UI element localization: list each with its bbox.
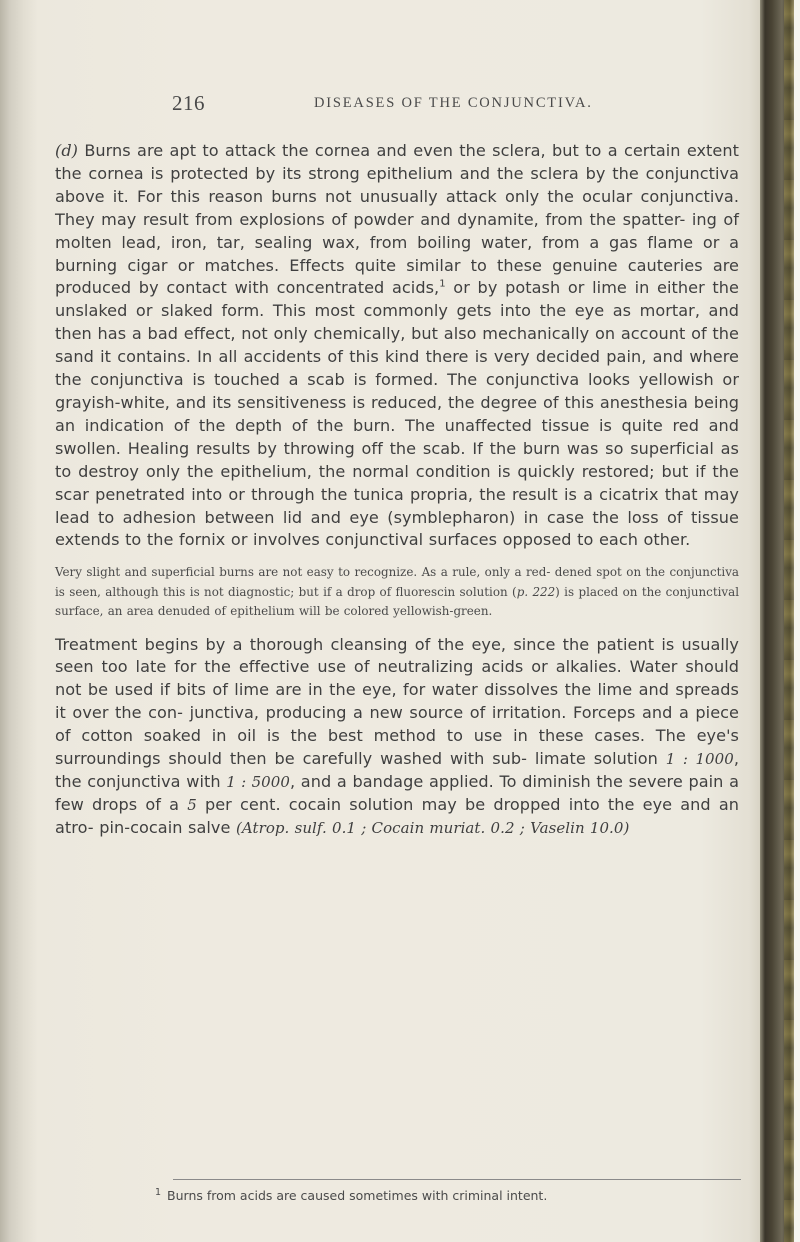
treatment-text-part-d: per cent. cocain solution may be dropped into the eye and an atro- pin-cocain salve: [55, 794, 739, 837]
footnote-text: Burns from acids are caused sometimes with criminal intent.: [167, 1188, 548, 1204]
burns-text-part-b: or by potash or lime in either the unslaked or slaked form. This most commonly gets into the eye as mortar, and then has a bad effect, not only chemically, but also mechanically on account of the sand it contains. In all accidents of this kind there is very decided pain, and where the conjunctiva is touched a scab is formed. The conjunctiva looks yellowish or grayish-white, and its sensitiveness is reduced, the degree of this anesthesia being an indication of the depth of the burn. The unaffected tissue is quite red and swollen. Healing results by throwing off the scab. If the burn was so superficial as to destroy only the epithelium, the normal condition is quickly restored; but if the scar penetrated into or through the tunica propria, the result is a cicatrix that may lead to adhesion between lid and eye (symblepharon) in case the loss of tissue extends to the fornix or involves conjunctival surfaces opposed to each other.: [55, 278, 739, 550]
section-label: (d): [55, 141, 79, 160]
burns-text-part-a: are apt to attack the cornea and even the sclera, but to a certain extent the cornea is protected by its strong epithelium and the sclera by the conjunctiva above it. For this reason burns not unusually attack only the ocular conjunctiva. They may result from explosions of powder and dynamite, from the spatter- ing of molten lead, iron, tar, sealing wax, from boiling water, from a gas flame or a burning cigar or matches. Effects quite similar to these genuine cauteries are produced by contact with concentrated acids,: [55, 141, 739, 298]
note-text-part-b: ) is placed on the conjunctival surface, an area denuded of epithelium will be colored yellowish-green.: [55, 584, 740, 619]
body-text: [55, 140, 739, 840]
treatment-paragraph: [55, 634, 739, 840]
treatment-text-part-c: , and a bandage applied. To diminish the severe pain a few drops of a: [55, 771, 739, 814]
footnote-reference: 1: [439, 279, 446, 291]
note-text-part-a: Very slight and superficial burns are not easy to recognize. As a rule, only a red- dened spot on the conjunctiva is seen, although this is not diagnostic; but if a drop of fluorescin solution (: [55, 565, 739, 599]
running-title: DISEASES OF THE CONJUNCTIVA.: [314, 95, 593, 111]
cocain-percent: 5: [187, 795, 197, 814]
treatment-heading: Treatment: [55, 634, 138, 654]
book-spine-edge: [794, 0, 800, 1242]
sublimate-ratio: 1 : 1000: [665, 750, 734, 769]
note-page-reference: p. 222: [516, 584, 556, 599]
footnote: [155, 1187, 715, 1203]
conjunctiva-ratio: 1 : 5000: [226, 772, 290, 791]
salve-formula: (Atrop. sulf. 0.1 ; Cocain muriat. 0.2 ; Vaselin 10.0): [236, 818, 630, 837]
book-spine-gilding: [784, 0, 794, 1242]
page-left-shadow: [0, 0, 38, 1242]
footnote-rule: [173, 1179, 741, 1180]
page-header: [172, 91, 593, 116]
page-number: 216: [172, 91, 205, 115]
treatment-text-part-a: begins by a thorough cleansing of the eye, since the patient is usually seen too late for the effective use of neutralizing acids or alkalies. Water should not be used if bits of lime are in the eye, for water dissolves the lime and spreads it over the con- junctiva, producing a new source of irritation. Forceps and a piece of cotton soaked in oil is the best method to use in these cases. The eye's surroundings should then be carefully washed with sub- limate solution: [55, 634, 739, 769]
burns-paragraph: [55, 140, 739, 552]
small-print-note: [55, 563, 739, 621]
burns-first-word: Burns: [84, 141, 131, 160]
footnote-number: 1: [155, 1187, 162, 1198]
treatment-text-part-b: , the conjunctiva with: [55, 749, 740, 791]
